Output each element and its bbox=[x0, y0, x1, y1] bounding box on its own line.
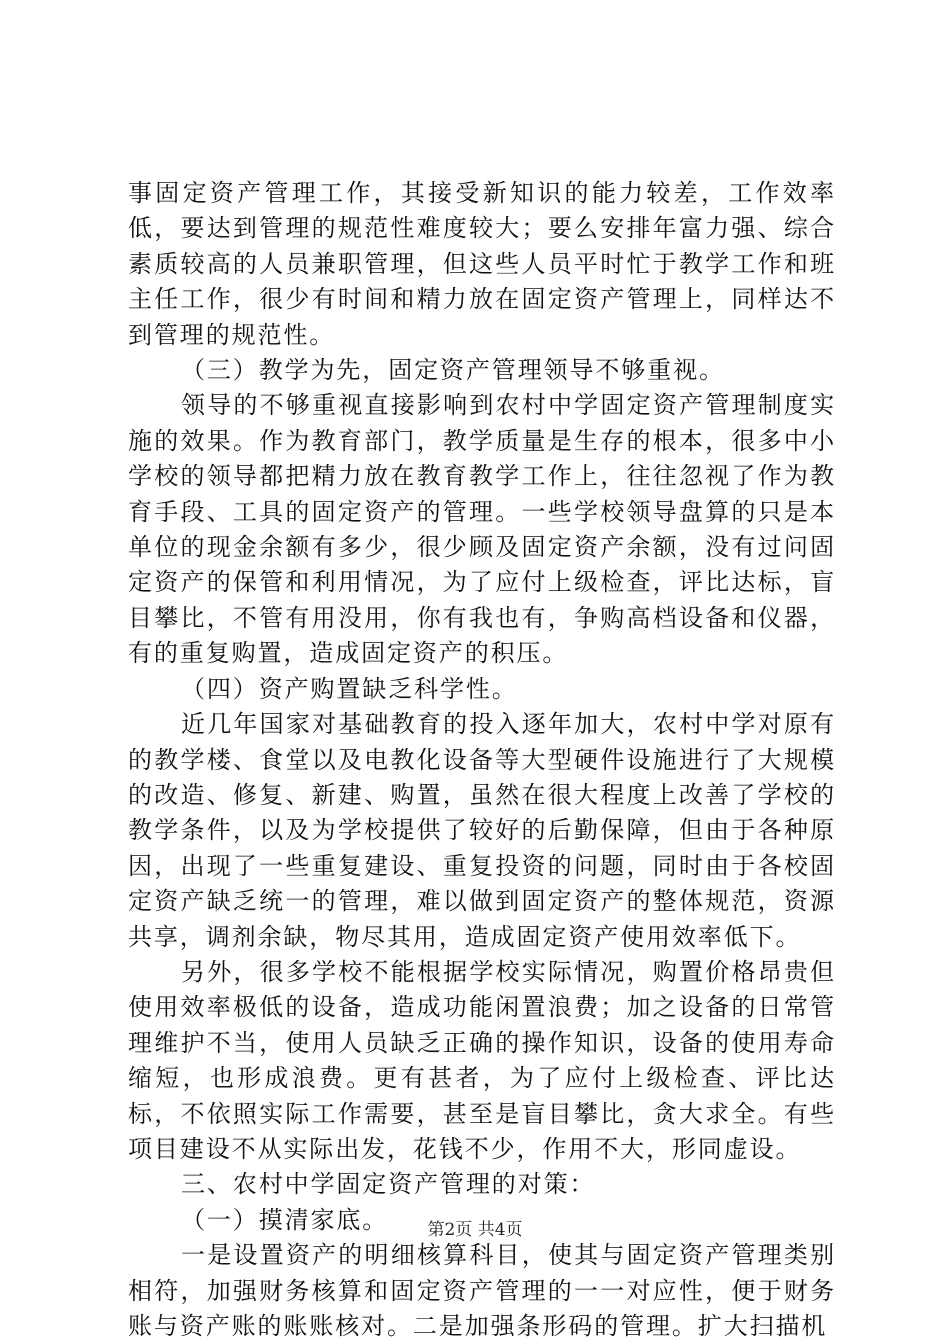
paragraph: 近几年国家对基础教育的投入逐年加大，农村中学对原有的教学楼、食堂以及电教化设备等大型硬件设施进行了大规模的改造、修复、新建、购置，虽然在很大程度上改善了学校的教学条件，以及为学校提供了较好的后勤保障，但由于各种原因，出现了一些重复建设、重复投资的问题，同时由于各校固定资产缺乏统一的管理，难以做到固定资产的整体规范，资源共享，调剂余缺，物尽其用，造成固定资产使用效率低下。 bbox=[128, 710, 836, 951]
section-heading: 三、农村中学固定资产管理的对策： bbox=[181, 1170, 596, 1199]
page-footer: 第2页 共4页 bbox=[427, 1220, 523, 1240]
paragraph: 事固定资产管理工作，其接受新知识的能力较差，工作效率低，要达到管理的规范性难度较大；要么安排年富力强、综合素质较高的人员兼职管理，但这些人员平时忙于教学工作和班主任工作，很少有时间和精力放在固定资产管理上，同样达不到管理的规范性。 bbox=[128, 179, 836, 349]
section-heading: （四）资产购置缺乏科学性。 bbox=[181, 674, 518, 703]
body-text bbox=[128, 176, 836, 1344]
paragraph: 另外，很多学校不能根据学校实际情况，购置价格昂贵但使用效率极低的设备，造成功能闲置浪费；加之设备的日常管理维护不当，使用人员缺乏正确的操作知识，设备的使用寿命缩短，也形成浪费。更有甚者，为了应付上级检查、评比达标，不依照实际工作需要，甚至是盲目攀比，贪大求全。有些项目建设不从实际出发，花钱不少，作用不大，形同虚设。 bbox=[128, 957, 836, 1163]
section-heading: （一）摸清家底。 bbox=[181, 1205, 389, 1234]
section-heading: （三）教学为先，固定资产管理领导不够重视。 bbox=[181, 356, 725, 385]
paragraph: 领导的不够重视直接影响到农村中学固定资产管理制度实施的效果。作为教育部门，教学质量是生存的根本，很多中小学校的领导都把精力放在教育教学工作上，往往忽视了作为教育手段、工具的固定资产的管理。一些学校领导盘算的只是本单位的现金余额有多少，很少顾及固定资产余额，没有过问固定资产的保管和利用情况，为了应付上级检查，评比达标，盲目攀比，不管有用没用，你有我也有，争购高档设备和仪器，有的重复购置，造成固定资产的积压。 bbox=[128, 391, 836, 668]
paragraph: 一是设置资产的明细核算科目，使其与固定资产管理类别相符，加强财务核算和固定资产管理的一一对应性，便于财务账与资产账的账账核对。二是加强条形码的管理。扩大扫描机 bbox=[128, 1241, 836, 1340]
